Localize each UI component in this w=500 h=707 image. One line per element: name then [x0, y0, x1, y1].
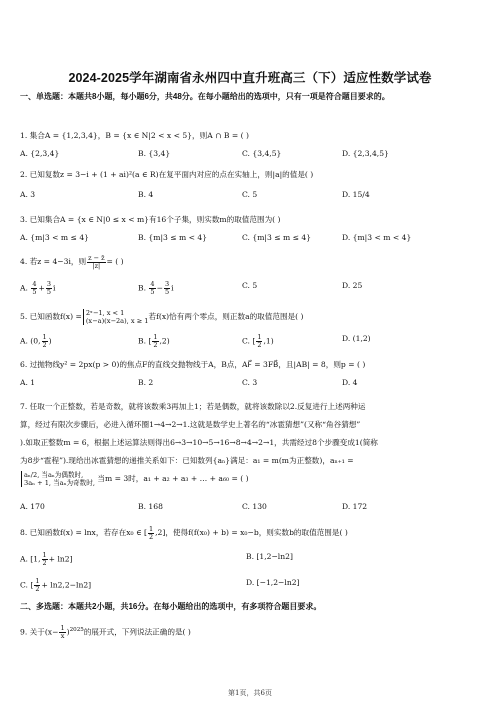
denominator: 2 — [35, 585, 40, 593]
option-d: D. 172 — [342, 502, 368, 511]
case-1: aₙ/2, 当aₙ为偶数时, — [24, 471, 84, 479]
option-c — [242, 334, 274, 349]
fraction — [42, 552, 48, 567]
fraction — [256, 334, 262, 349]
numerator: 4 — [150, 280, 155, 288]
numerator: 3 — [46, 280, 51, 288]
question-9-stem — [20, 622, 484, 641]
stem-text: 的展开式，下列说法正确的是( ) — [83, 627, 191, 637]
option-b: B. {m|3 ≤ m < 4} — [138, 233, 208, 242]
option-a: A. 1 — [20, 378, 36, 387]
option-d: D. 25 — [342, 281, 363, 290]
numerator: 1 — [148, 524, 154, 533]
option-a: A. 170 — [20, 502, 45, 511]
stem-text: 若f(x)恰有两个零点，则正数a的取值范围是( ) — [148, 312, 304, 321]
suffix: + ln2] — [48, 554, 73, 564]
option-a: A. {m|3 < m ≤ 4} — [20, 233, 89, 242]
option-a — [20, 281, 55, 296]
option-c: C. 5 — [242, 281, 258, 290]
fraction — [46, 281, 52, 296]
question-2-options — [20, 190, 480, 204]
option-d: D. (1,2) — [342, 334, 371, 343]
fraction — [148, 526, 154, 541]
denominator: 5 — [46, 288, 51, 296]
label: A. [1, — [20, 554, 41, 564]
label: B. — [138, 283, 146, 293]
fraction — [152, 334, 158, 349]
numerator: 3 — [164, 280, 170, 288]
question-4-stem — [20, 253, 484, 270]
option-b: B. 168 — [138, 502, 163, 511]
option-b — [138, 281, 174, 296]
option-d: D. 15/4 — [342, 190, 370, 199]
label: B. [ — [138, 336, 152, 346]
stem-text: ,2]，使得f(f(x₀) + b) = x₀−b，则实数b的取值范围是( ) — [155, 528, 348, 537]
exponent: 2025 — [69, 627, 84, 633]
page-footer: 第1页，共6页 — [228, 689, 272, 697]
question-8-options-row-2 — [20, 578, 480, 592]
question-7-line-3: ).如取正整数m = 6，根据上述运算法则得出6→3→10→5→16→8→4→2→1，共需经过8个步骤变成1(简称 — [20, 438, 378, 447]
option-c: C. {m|3 ≤ m ≤ 4} — [242, 233, 312, 242]
piecewise-brace — [21, 471, 95, 487]
numerator: 1 — [60, 624, 65, 633]
numerator: 4 — [32, 280, 37, 288]
option-c — [20, 578, 91, 593]
question-7-line-2: 算，经过有限次步骤后，必进入循环圈1→4→2→1.这就是数学史上著名的“冰雹猜想”(又称“角谷猜想” — [20, 420, 361, 429]
fraction — [31, 281, 37, 296]
option-b: B. 4 — [138, 190, 154, 199]
stem-text: 5. 已知函数f(x) = — [20, 312, 82, 321]
stem-text: 8. 已知函数f(x) = lnx，若存在x₀ ∈ [ — [20, 528, 147, 537]
option-c: C. {3,4,5} — [242, 149, 282, 158]
suffix: ,1) — [263, 336, 274, 346]
suffix: i — [52, 283, 56, 293]
option-a: A. {2,3,4} — [20, 149, 60, 158]
piecewise-brace — [83, 309, 149, 325]
fraction — [87, 255, 105, 270]
denominator: 2 — [42, 341, 47, 349]
option-d: D. {m|3 < m < 4} — [342, 233, 412, 242]
option-b: B. {3,4} — [138, 149, 171, 158]
stem-text: = ( ) — [106, 257, 124, 266]
denominator: |z| — [92, 261, 101, 270]
denominator: 2 — [148, 532, 154, 541]
numerator: 1 — [257, 333, 262, 341]
label: C. [ — [20, 580, 34, 590]
numerator: 1 — [153, 333, 158, 341]
option-b: B. [1,2−ln2] — [246, 552, 293, 561]
option-c: C. 5 — [242, 190, 258, 199]
fraction — [42, 334, 48, 349]
suffix: + ln2,2−ln2] — [41, 580, 92, 590]
numerator: z − z̄ — [88, 253, 105, 262]
option-c: C. 3 — [242, 378, 258, 387]
suffix: i — [171, 283, 174, 293]
question-7-options — [20, 502, 480, 516]
fraction — [149, 281, 155, 296]
numerator: 1 — [42, 333, 47, 341]
denominator: 2 — [153, 341, 158, 349]
option-a — [20, 552, 73, 567]
case-2: (x−a)(x−2a), x ≥ 1 — [85, 317, 149, 325]
option-d: D. 4 — [342, 378, 358, 387]
stem-text: 当m = 3时，a₁ + a₂ + a₃ + … + a₆₀ = ( ) — [97, 474, 249, 483]
denominator: x — [60, 632, 65, 641]
stem-text: 4. 若z = 4−3i，则 — [20, 257, 87, 266]
option-a: A. 3 — [20, 190, 36, 199]
question-2-stem: 2. 已知复数z = 3−i + (1 + ai)²(a ∈ R)在复平面内对应的点在实轴上，则|a|的值是( ) — [20, 170, 314, 179]
operator: + — [38, 283, 45, 293]
denominator: 5 — [32, 288, 37, 296]
numerator: 1 — [35, 577, 40, 585]
question-5-stem — [20, 308, 484, 325]
stem-text: ) — [66, 627, 70, 637]
fraction — [59, 625, 65, 640]
suffix: ) — [48, 336, 52, 346]
case-2: 3aₙ + 1, 当aₙ为奇数时, — [24, 479, 95, 487]
numerator: 1 — [42, 551, 47, 559]
operator: − — [156, 283, 163, 293]
denominator: 2 — [42, 559, 47, 567]
label: C. [ — [242, 336, 256, 346]
question-7-line-5 — [20, 470, 484, 487]
fraction — [164, 281, 170, 296]
option-c: C. 130 — [242, 502, 267, 511]
question-3-stem: 3. 已知集合A = {x ∈ N|0 ≤ x < m}有16个子集，则实数m的取值范围为( ) — [20, 215, 281, 224]
question-8-stem — [20, 524, 484, 541]
question-7-line-1: 7. 任取一个正整数，若是奇数，就将该数乘3再加上1；若是偶数，就将该数除以2.反复进行上述两种运 — [20, 402, 366, 411]
stem-text: 9. 关于(x− — [20, 627, 59, 637]
section-1-heading: 一、单选题：本题共8小题，每小题6分，共48分。在每小题给出的选项中，只有一项是符合题目要求的。 — [20, 92, 390, 101]
page-title: 2024-2025学年湖南省永州四中直升班高三（下）适应性数学试卷 — [68, 71, 432, 85]
question-8-options-row-1 — [20, 552, 480, 566]
question-4-options — [20, 281, 480, 295]
label: A. — [20, 283, 28, 293]
question-1-stem: 1. 集合A = {1,2,3,4}，B = {x ∈ N|2 < x < 5}，则A ∩ B = ( ) — [20, 131, 250, 140]
option-d: D. {2,3,4,5} — [342, 149, 389, 158]
option-b — [138, 334, 170, 349]
denominator: 2 — [257, 341, 262, 349]
option-a — [20, 334, 52, 349]
question-6-stem: 6. 过抛物线y² = 2px(p > 0)的焦点F的直线交抛物线于A，B点，AF⃗ = 3FB⃗，且|AB| = 8，则p = ( ) — [20, 360, 366, 369]
question-5-options — [20, 334, 480, 348]
section-2-heading: 二、多选题：本题共2小题，共16分。在每小题给出的选项中，有多项符合题目要求。 — [20, 602, 322, 611]
question-3-options — [20, 233, 480, 247]
fraction — [34, 578, 40, 593]
suffix: ,2) — [159, 336, 170, 346]
denominator: 5 — [150, 288, 155, 296]
case-1: 2ˣ−1, x < 1 — [85, 309, 125, 317]
question-1-options — [20, 149, 480, 163]
question-7-line-4: 为8步“雹程”).现给出冰雹猜想的递推关系如下：已知数列{aₙ}满足：a₁ = m(m为正整数)，aₙ₊₁ = — [20, 456, 354, 465]
option-b: B. 2 — [138, 378, 154, 387]
question-6-options — [20, 378, 480, 392]
label: A. (0, — [20, 336, 41, 346]
option-d: D. [−1,2−ln2] — [246, 578, 300, 587]
denominator: 5 — [164, 288, 170, 296]
